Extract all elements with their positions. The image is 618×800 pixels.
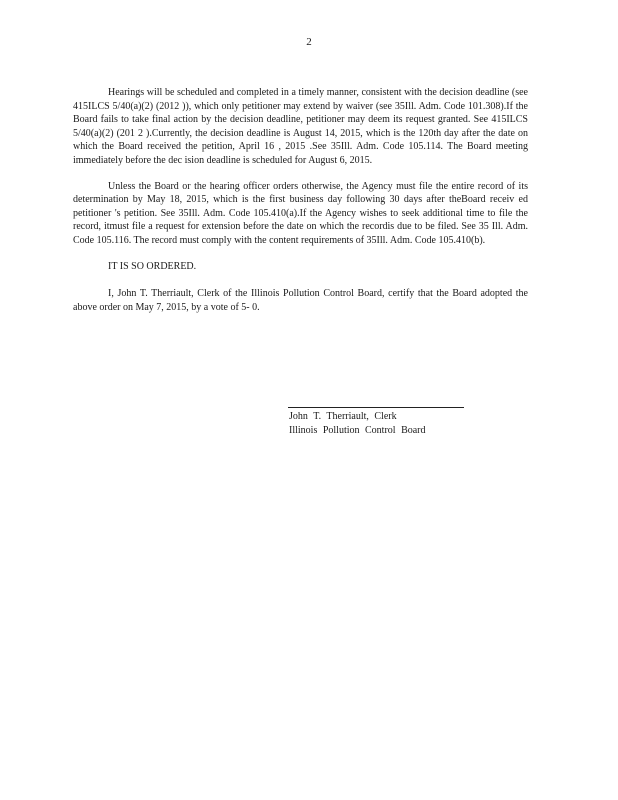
clerk-certification-paragraph: I, John T. Therriault, Clerk of the Illinois Pollution Control Board, certify that the Board adopted the above order on May 7, 2015, by a vote of 5- 0. — [73, 288, 528, 313]
signature-block — [289, 410, 426, 437]
signature-line — [288, 407, 464, 408]
signer-organization: Illinois Pollution Control Board — [289, 424, 426, 436]
so-ordered-line: IT IS SO ORDERED. — [108, 260, 197, 272]
page-number: 2 — [306, 36, 312, 48]
hearing-schedule-paragraph: Hearings will be scheduled and completed in a timely manner, consistent with the decision deadline (see 415ILCS 5/40(a)(2) (2012 )), which only petitioner may extend by waiver (see 35Ill. Adm. Code 101.308).If the Board fails to take final action by the decision deadline, petitioner may deem its request granted. See 415ILCS 5/40(a)(2) (201 2 ).Currently, the decision deadline is August 14, 2015, which is the 120th day after the date on which the Board received the petition, April 16 , 2015 .See 35Ill. Adm. Code 105.114. The Board meeting immediately before the dec ision deadline is scheduled for August 6, 2015. — [73, 87, 528, 166]
record-filing-paragraph: Unless the Board or the hearing officer orders otherwise, the Agency must file the entire record of its determination by May 18, 2015, which is the first business day following 30 days after theBoard receiv ed petitioner 's petition. See 35Ill. Adm. Code 105.410(a).If the Agency wishes to seek additional time to file the record, itmust file a request for extension before the date on which the recordis due to be filed. See 35 Ill. Adm. Code 105.116. The record must comply with the content requirements of 35Ill. Adm. Code 105.410(b). — [73, 180, 528, 246]
order-body — [73, 86, 528, 326]
signer-name-title: John T. Therriault, Clerk — [289, 411, 397, 422]
